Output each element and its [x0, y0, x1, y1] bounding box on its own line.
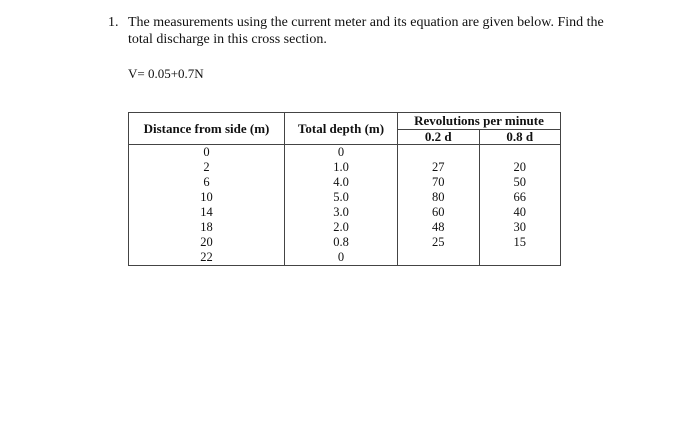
- table-row: [129, 175, 561, 190]
- cell-rev-02d: 60: [398, 205, 480, 220]
- cell-depth: 4.0: [285, 175, 398, 190]
- question-line-1: The measurements using the current meter and its equation are given below. Find the: [128, 15, 604, 30]
- table-row: [129, 235, 561, 250]
- question-line-2: total discharge in this cross section.: [128, 32, 327, 47]
- cell-distance: 2: [129, 160, 285, 175]
- cell-rev-08d: 50: [479, 175, 561, 190]
- table-row: [129, 160, 561, 175]
- cell-depth: 3.0: [285, 205, 398, 220]
- cell-rev-08d: [479, 250, 561, 266]
- cell-depth: 0: [285, 250, 398, 266]
- table-row: [129, 250, 561, 266]
- question-number: 1.: [108, 15, 119, 30]
- table-row: [129, 220, 561, 235]
- cell-rev-08d: 20: [479, 160, 561, 175]
- cell-rev-02d: 80: [398, 190, 480, 205]
- header-revolutions: Revolutions per minute: [398, 113, 561, 130]
- cell-distance: 20: [129, 235, 285, 250]
- cell-distance: 0: [129, 145, 285, 161]
- table-row: [129, 145, 561, 161]
- table-row: [129, 205, 561, 220]
- cell-depth: 0: [285, 145, 398, 161]
- cell-depth: 2.0: [285, 220, 398, 235]
- cell-depth: 5.0: [285, 190, 398, 205]
- cell-depth: 1.0: [285, 160, 398, 175]
- cell-rev-02d: [398, 250, 480, 266]
- cell-rev-02d: 48: [398, 220, 480, 235]
- cell-distance: 18: [129, 220, 285, 235]
- cell-rev-08d: 40: [479, 205, 561, 220]
- cell-distance: 10: [129, 190, 285, 205]
- cell-distance: 14: [129, 205, 285, 220]
- cell-rev-08d: 30: [479, 220, 561, 235]
- header-distance: Distance from side (m): [129, 113, 285, 145]
- measurement-table: [128, 112, 561, 266]
- question-text: [128, 14, 628, 48]
- header-rev-08d: 0.8 d: [479, 129, 561, 144]
- cell-distance: 22: [129, 250, 285, 266]
- header-rev-02d: 0.2 d: [398, 129, 480, 144]
- cell-rev-02d: [398, 145, 480, 161]
- cell-depth: 0.8: [285, 235, 398, 250]
- cell-rev-02d: 25: [398, 235, 480, 250]
- header-depth: Total depth (m): [285, 113, 398, 145]
- cell-rev-08d: [479, 145, 561, 161]
- cell-rev-08d: 66: [479, 190, 561, 205]
- cell-rev-08d: 15: [479, 235, 561, 250]
- cell-rev-02d: 27: [398, 160, 480, 175]
- cell-rev-02d: 70: [398, 175, 480, 190]
- cell-distance: 6: [129, 175, 285, 190]
- velocity-equation: V= 0.05+0.7N: [128, 66, 204, 81]
- table-row: [129, 190, 561, 205]
